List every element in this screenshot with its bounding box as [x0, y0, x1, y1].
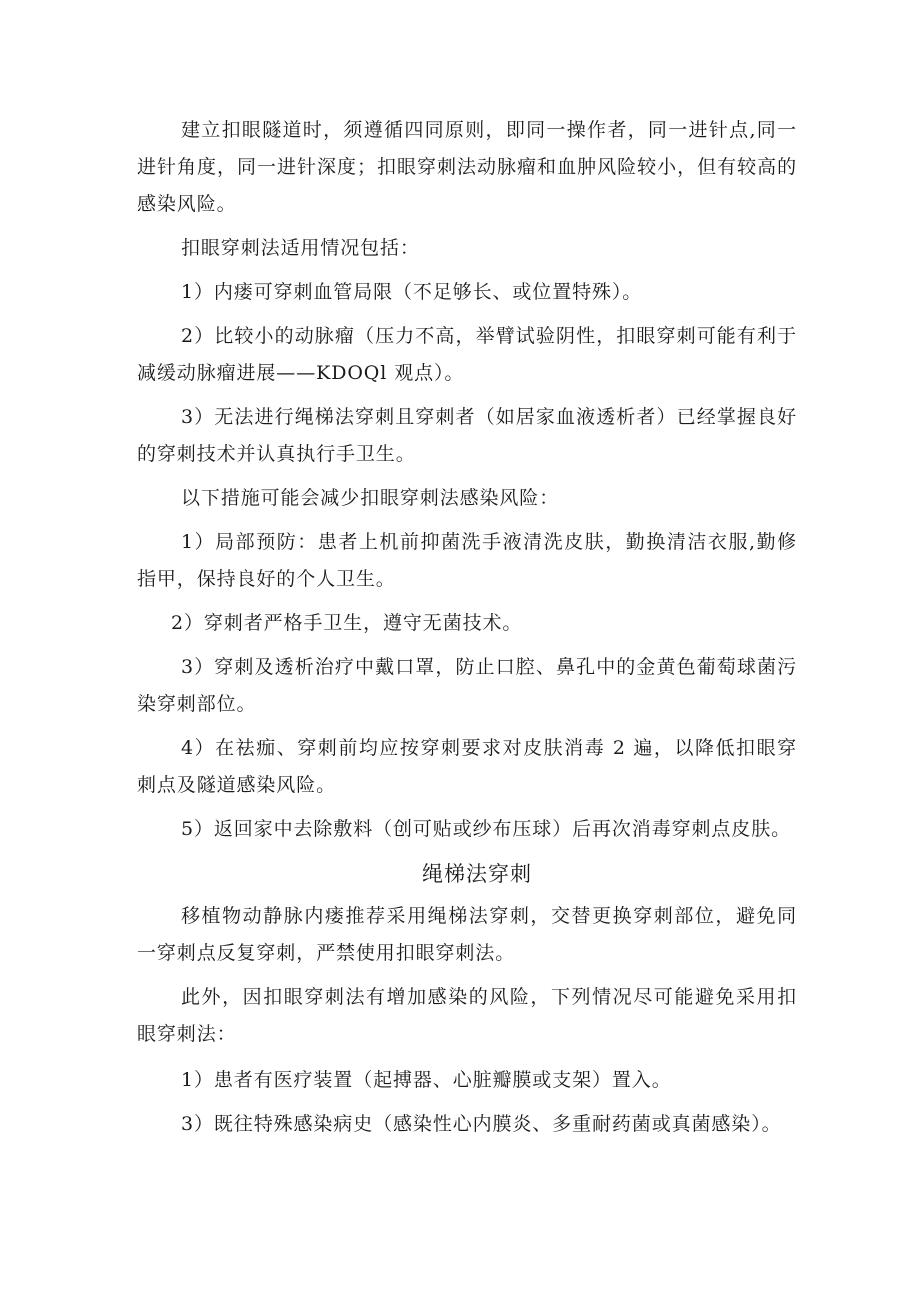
list-item-indication-1: 1）内瘘可穿刺血管局限（不足够长、或位置特殊）。 — [181, 281, 643, 303]
paragraph-avoid-buttonhole-intro: 此外，因扣眼穿刺法有增加感染的风险，下列情况尽可能避免采用扣眼穿刺法： — [137, 986, 797, 1045]
list-item-measure-1: 1）局部预防：患者上机前抑菌洗手液清洗皮肤，勤换清洁衣服,勤修指甲，保持良好的个人卫生。 — [137, 531, 797, 590]
list-item-measure-5: 5）返回家中去除敷料（创可贴或纱布压球）后再次消毒穿刺点皮肤。 — [181, 818, 791, 840]
list-item-avoid-1: 1）患者有医疗装置（起搏器、心脏瓣膜或支架）置入。 — [181, 1069, 672, 1091]
list-item-measure-2: 2）穿刺者严格手卫生，遵守无菌技术。 — [171, 612, 523, 634]
list-item-indication-3: 3）无法进行绳梯法穿刺且穿刺者（如居家血液透析者）已经掌握良好的穿刺技术并认真执行手卫生。 — [137, 406, 797, 465]
paragraph-infection-measures-intro: 以下措施可能会减少扣眼穿刺法感染风险： — [181, 487, 560, 509]
list-item-measure-4: 4）在祛痂、穿刺前均应按穿刺要求对皮肤消毒 2 遍，以降低扣眼穿刺点及隧道感染风险。 — [137, 737, 797, 796]
paragraph-four-same-principle: 建立扣眼隧道时，须遵循四同原则，即同一操作者，同一进针点,同一进针角度，同一进针深度；扣眼穿刺法动脉瘤和血肿风险较小，但有较高的感染风险。 — [137, 119, 797, 215]
section-heading-rope-ladder: 绳梯法穿刺 — [422, 862, 532, 886]
paragraph-rope-ladder-recommendation: 移植物动静脉内瘘推荐采用绳梯法穿刺，交替更换穿刺部位，避免同一穿刺点反复穿刺，严禁使用扣眼穿刺法。 — [137, 905, 797, 964]
list-item-avoid-3: 3）既往特殊感染病史（感染性心内膜炎、多重耐药菌或真菌感染）。 — [181, 1113, 782, 1135]
paragraph-buttonhole-indications-intro: 扣眼穿刺法适用情况包括： — [181, 237, 420, 259]
list-item-indication-2: 2）比较小的动脉瘤（压力不高，举臂试验阴性，扣眼穿刺可能有利于减缓动脉瘤进展——KDOQl 观点）。 — [137, 325, 797, 384]
document-body — [137, 112, 797, 1143]
list-item-measure-3: 3）穿刺及透析治疗中戴口罩，防止口腔、鼻孔中的金黄色葡萄球菌污染穿刺部位。 — [137, 656, 797, 715]
